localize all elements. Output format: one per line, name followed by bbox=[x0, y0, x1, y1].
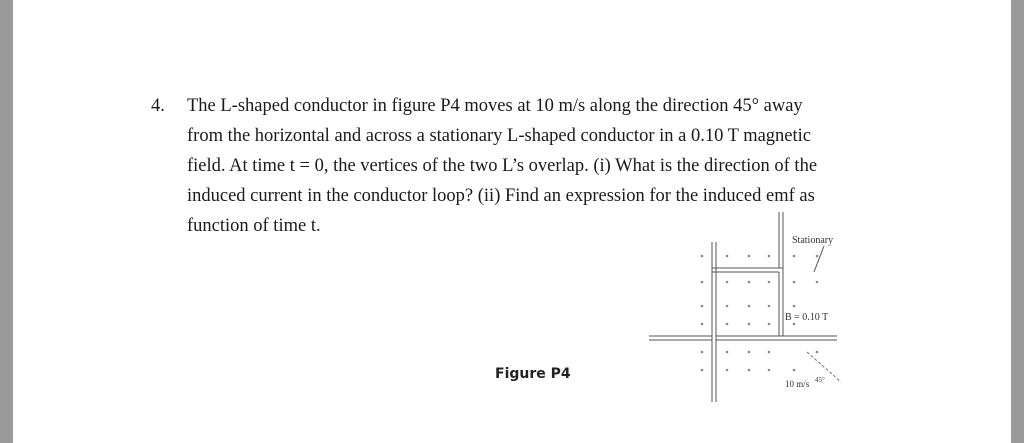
label-field: B = 0.10 T bbox=[785, 312, 829, 323]
problem-line-4: induced current in the conductor loop? (ii) Find an expression for the induced emf as bbox=[187, 186, 815, 206]
problem-line-3: field. At time t = 0, the vertices of the two L’s overlap. (i) What is the direction of the bbox=[187, 156, 818, 176]
figure-p4-diagram bbox=[639, 212, 869, 402]
problem-number: 4. bbox=[151, 96, 165, 116]
label-angle: 45° bbox=[815, 376, 825, 384]
label-stationary: Stationary bbox=[792, 235, 834, 246]
problem-line-5: function of time t. bbox=[187, 216, 321, 236]
stationary-leader-line bbox=[814, 246, 824, 272]
figure-p4 bbox=[639, 212, 869, 402]
figure-caption: Figure P4 bbox=[495, 366, 571, 382]
stationary-conductor bbox=[712, 212, 783, 336]
problem-line-1: The L-shaped conductor in figure P4 moves at 10 m/s along the direction 45° away bbox=[187, 96, 803, 116]
label-velocity: 10 m/s bbox=[785, 379, 810, 389]
document-page bbox=[13, 0, 1011, 443]
problem-line-2: from the horizontal and across a stationary L-shaped conductor in a 0.10 T magnetic bbox=[187, 126, 812, 146]
